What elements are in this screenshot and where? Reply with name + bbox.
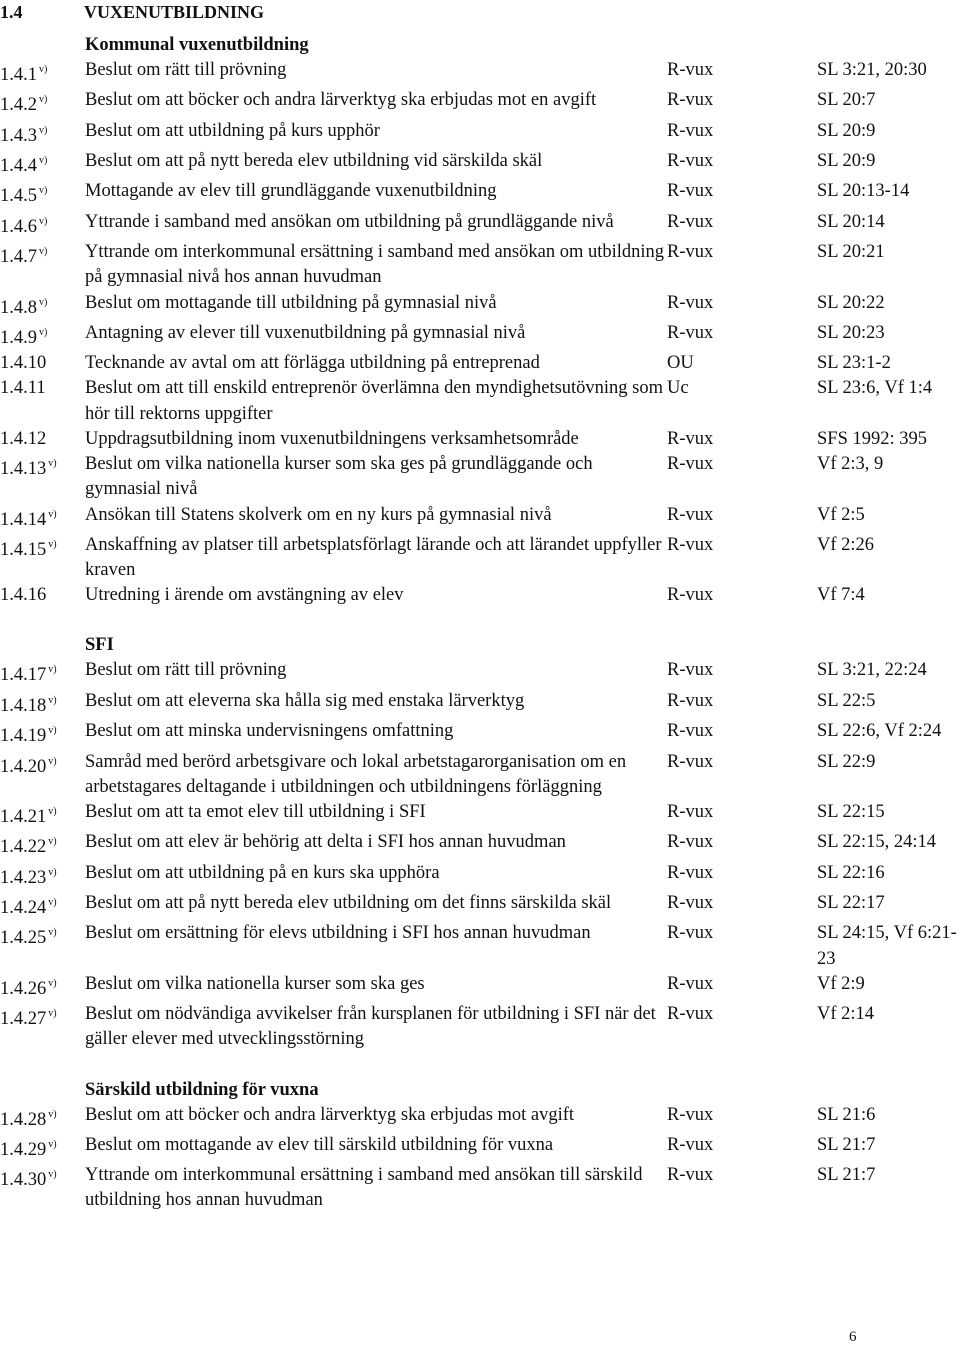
table-row [0,891,960,921]
item-reference: Vf 2:9 [817,973,865,994]
item-reference: SL 23:1-2 [817,353,891,374]
item-description: Yttrande i samband med ansökan om utbildning på grundläggande nivå [85,211,614,232]
item-reference: SL 20:21 [817,242,885,263]
section [0,633,960,1052]
item-number-text: 1.4.6 [0,216,37,237]
item-reference: Vf 2:3, 9 [817,454,884,475]
item-number-text: 1.4.26 [0,978,47,999]
item-number [0,240,85,290]
item-number [0,1103,85,1133]
item-delegate: R-vux [667,292,714,313]
item-reference: SL 24:15, Vf 6:21-23 [817,923,957,969]
item-number-text: 1.4.13 [0,459,47,480]
vidaredelegation-mark: v) [48,458,57,470]
item-reference: SL 20:13-14 [817,181,910,202]
item-description: Beslut om vilka nationella kurser som ska ges på grundläggande och gymnasial nivå [85,454,593,500]
vidaredelegation-mark: v) [48,1138,57,1150]
table-row [0,240,960,290]
item-number-text: 1.4.5 [0,186,37,207]
item-number-text: 1.4.9 [0,328,37,349]
item-reference: SL 20:9 [817,120,876,141]
item-number [0,351,85,376]
page-number: 6 [849,1329,857,1345]
item-reference: SFS 1992: 395 [817,428,928,449]
table-row [0,830,960,860]
item-number [0,830,85,860]
item-delegate: R-vux [667,1104,714,1125]
item-number-text: 1.4.3 [0,125,37,146]
item-number-text: 1.4.10 [0,353,47,374]
table-row [0,210,960,240]
table-row [0,119,960,149]
item-reference: SL 21:7 [817,1165,876,1186]
item-reference: Vf 2:14 [817,1004,875,1025]
section [0,1078,960,1214]
item-description: Anskaffning av platser till arbetsplatsförlagt lärande och att lärandet uppfyller kraven [85,534,662,581]
item-number-text: 1.4.15 [0,540,47,561]
item-reference: SL 20:14 [817,211,885,232]
item-reference: SL 22:16 [817,862,885,883]
item-number [0,1133,85,1163]
item-reference: Vf 2:5 [817,504,865,525]
item-number [0,88,85,118]
item-delegate: R-vux [667,893,714,914]
vidaredelegation-mark: v) [39,94,48,106]
item-number-text: 1.4.19 [0,726,47,747]
item-delegate: R-vux [667,721,714,742]
table-row [0,583,960,608]
vidaredelegation-mark: v) [39,185,48,197]
chapter-number: 1.4 [0,2,23,22]
item-description: Tecknande av avtal om att förlägga utbildning på entreprenad [85,353,540,374]
item-reference: Vf 7:4 [817,585,865,606]
vidaredelegation-mark: v) [48,977,57,989]
item-number [0,1163,85,1213]
item-delegate: R-vux [667,1004,714,1025]
item-number [0,427,85,452]
vidaredelegation-mark: v) [48,664,57,676]
item-delegate: R-vux [667,801,714,822]
table-row [0,291,960,321]
vidaredelegation-mark: v) [48,1169,57,1181]
vidaredelegation-mark: v) [39,215,48,227]
table-row [0,1163,960,1213]
item-number-text: 1.4.27 [0,1009,47,1030]
table-row [0,658,960,688]
item-delegate: R-vux [667,862,714,883]
item-number [0,658,85,688]
item-number [0,891,85,921]
item-number-text: 1.4.28 [0,1109,47,1130]
vidaredelegation-mark: v) [48,927,57,939]
item-delegate: R-vux [667,585,714,606]
item-description: Yttrande om interkommunal ersättning i samband med ansökan till särskild utbildning hos annan huvudman [85,1165,643,1211]
item-number [0,861,85,891]
item-delegate: R-vux [667,428,714,449]
item-description: Samråd med berörd arbetsgivare och lokal arbetstagarorganisation om en arbetstagares deltagande i utbildningen och utbildningens förläggning [85,751,627,797]
item-delegate: R-vux [667,151,714,172]
vidaredelegation-mark: v) [39,246,48,258]
section [0,33,960,608]
chapter-title: VUXENUTBILDNING [84,2,265,22]
table-row [0,750,960,800]
item-number [0,921,85,971]
table-row [0,533,960,583]
item-number [0,119,85,149]
item-delegate: R-vux [667,751,714,772]
item-description: Beslut om att eleverna ska hålla sig med enstaka lärverktyg [85,690,525,711]
table-row [0,1002,960,1052]
vidaredelegation-mark: v) [48,694,57,706]
item-number-text: 1.4.21 [0,807,47,828]
item-description: Beslut om att minska undervisningens omfattning [85,721,454,742]
table-row [0,689,960,719]
vidaredelegation-mark: v) [48,897,57,909]
item-delegate: R-vux [667,242,714,263]
item-description: Beslut om vilka nationella kurser som ska ges [85,973,425,994]
item-number [0,149,85,179]
item-reference: SL 20:22 [817,292,885,313]
item-number-text: 1.4.7 [0,247,37,268]
item-delegate: R-vux [667,181,714,202]
item-reference: SL 22:17 [817,893,885,914]
item-number-text: 1.4.18 [0,695,47,716]
item-delegate: R-vux [667,923,714,944]
item-number-text: 1.4.14 [0,509,47,530]
item-delegate: Uc [667,378,689,399]
table-row [0,800,960,830]
item-reference: SL 22:15, 24:14 [817,832,937,853]
item-delegate: R-vux [667,1134,714,1155]
item-description: Beslut om att böcker och andra lärverktyg ska erbjudas mot en avgift [85,90,597,111]
item-number [0,689,85,719]
table-row [0,452,960,502]
item-number-text: 1.4.20 [0,756,47,777]
item-delegate: R-vux [667,90,714,111]
vidaredelegation-mark: v) [48,805,57,817]
vidaredelegation-mark: v) [39,326,48,338]
table-row [0,427,960,452]
item-number-text: 1.4.16 [0,585,47,606]
item-number-text: 1.4.25 [0,928,47,949]
vidaredelegation-mark: v) [39,124,48,136]
section-spacer [0,1053,960,1078]
item-delegate: R-vux [667,832,714,853]
section-heading: Kommunal vuxenutbildning [85,35,309,55]
delegation-table [0,33,960,1214]
item-number [0,583,85,608]
item-description: Beslut om att elev är behörig att delta i SFI hos annan huvudman [85,832,566,853]
item-delegate: R-vux [667,534,714,555]
table-row [0,149,960,179]
item-number-text: 1.4.17 [0,665,47,686]
item-number [0,1002,85,1052]
table-row [0,351,960,376]
vidaredelegation-mark: v) [39,64,48,75]
item-delegate: R-vux [667,660,714,681]
table-row [0,972,960,1002]
section-heading: Särskild utbildning för vuxna [85,1079,319,1100]
vidaredelegation-mark: v) [48,866,57,878]
item-description: Beslut om att utbildning på en kurs ska upphöra [85,862,440,883]
item-delegate: R-vux [667,211,714,232]
item-number-text: 1.4.30 [0,1170,47,1191]
item-number [0,210,85,240]
item-number [0,800,85,830]
item-reference: SL 22:5 [817,690,876,711]
item-number-text: 1.4.22 [0,837,47,858]
vidaredelegation-mark: v) [48,538,57,550]
item-number-text: 1.4.23 [0,867,47,888]
item-description: Mottagande av elev till grundläggande vuxenutbildning [85,181,497,202]
item-number [0,452,85,502]
item-number [0,503,85,533]
item-description: Beslut om rätt till prövning [85,660,287,681]
item-delegate: R-vux [667,454,714,475]
section-spacer [0,608,960,633]
vidaredelegation-mark: v) [48,1108,57,1120]
item-description: Ansökan till Statens skolverk om en ny kurs på gymnasial nivå [85,504,552,525]
item-delegate: R-vux [667,60,714,80]
item-description: Yttrande om interkommunal ersättning i samband med ansökan om utbildning på gymnasial nivå hos annan huvudman [85,242,665,288]
item-number [0,179,85,209]
item-description: Beslut om att utbildning på kurs upphör [85,120,380,141]
table-row [0,1133,960,1163]
item-number [0,533,85,583]
item-reference: SL 21:7 [817,1134,876,1155]
item-number-text: 1.4.12 [0,428,47,449]
item-number [0,719,85,749]
item-description: Beslut om ersättning för elevs utbildning i SFI hos annan huvudman [85,923,591,944]
table-row [0,58,960,88]
vidaredelegation-mark: v) [48,1008,57,1020]
item-reference: SL 22:15 [817,801,885,822]
item-description: Uppdragsutbildning inom vuxenutbildningens verksamhetsområde [85,428,579,449]
item-number-text: 1.4.2 [0,95,37,116]
item-delegate: R-vux [667,690,714,711]
item-reference: SL 23:6, Vf 1:4 [817,378,933,399]
item-description: Beslut om att ta emot elev till utbildning i SFI [85,801,426,822]
item-number-text: 1.4.11 [0,378,46,399]
item-number [0,321,85,351]
item-delegate: R-vux [667,322,714,343]
item-delegate: R-vux [667,1165,714,1186]
table-row [0,321,960,351]
item-number [0,972,85,1002]
item-description: Beslut om nödvändiga avvikelser från kursplanen för utbildning i SFI när det gäller elever med utvecklingsstörning [85,1004,656,1050]
item-number-text: 1.4.8 [0,297,37,318]
vidaredelegation-mark: v) [39,155,48,167]
table-row [0,179,960,209]
item-reference: Vf 2:26 [817,534,875,555]
table-row [0,503,960,533]
item-description: Antagning av elever till vuxenutbildning på gymnasial nivå [85,322,526,343]
vidaredelegation-mark: v) [48,508,57,520]
item-number-text: 1.4.29 [0,1140,47,1161]
item-number [0,376,85,426]
item-delegate: R-vux [667,504,714,525]
table-row [0,719,960,749]
item-reference: SL 20:23 [817,322,885,343]
item-reference: SL 3:21, 20:30 [817,60,927,80]
table-row [0,921,960,971]
item-delegate: R-vux [667,973,714,994]
item-reference: SL 20:7 [817,90,876,111]
table-row [0,88,960,118]
item-number [0,58,85,88]
vidaredelegation-mark: v) [48,755,57,767]
item-description: Beslut om att böcker och andra lärverktyg ska erbjudas mot avgift [85,1104,575,1125]
item-description: Utredning i ärende om avstängning av elev [85,585,404,606]
item-reference: SL 20:9 [817,151,876,172]
item-number [0,291,85,321]
table-row [0,376,960,426]
item-description: Beslut om mottagande av elev till särskild utbildning för vuxna [85,1134,554,1155]
item-description: Beslut om rätt till prövning [85,60,287,80]
item-number-text: 1.4.24 [0,898,47,919]
item-reference: SL 21:6 [817,1104,876,1125]
item-reference: SL 22:6, Vf 2:24 [817,721,942,742]
item-description: Beslut om att på nytt bereda elev utbildning vid särskilda skäl [85,151,543,172]
item-number-text: 1.4.4 [0,156,37,177]
item-reference: SL 3:21, 22:24 [817,660,927,681]
vidaredelegation-mark: v) [39,296,48,308]
item-description: Beslut om att till enskild entreprenör överlämna den myndighetsutövning som hör till rektorns uppgifter [85,378,664,424]
item-number-text: 1.4.1 [0,65,37,86]
table-row [0,861,960,891]
table-row [0,1103,960,1133]
item-number [0,750,85,800]
item-reference: SL 22:9 [817,751,876,772]
vidaredelegation-mark: v) [48,725,57,737]
item-delegate: R-vux [667,120,714,141]
vidaredelegation-mark: v) [48,836,57,848]
item-delegate: OU [667,353,694,374]
item-description: Beslut om att på nytt bereda elev utbildning om det finns särskilda skäl [85,893,612,914]
item-description: Beslut om mottagande till utbildning på gymnasial nivå [85,292,497,313]
section-heading: SFI [85,635,114,656]
